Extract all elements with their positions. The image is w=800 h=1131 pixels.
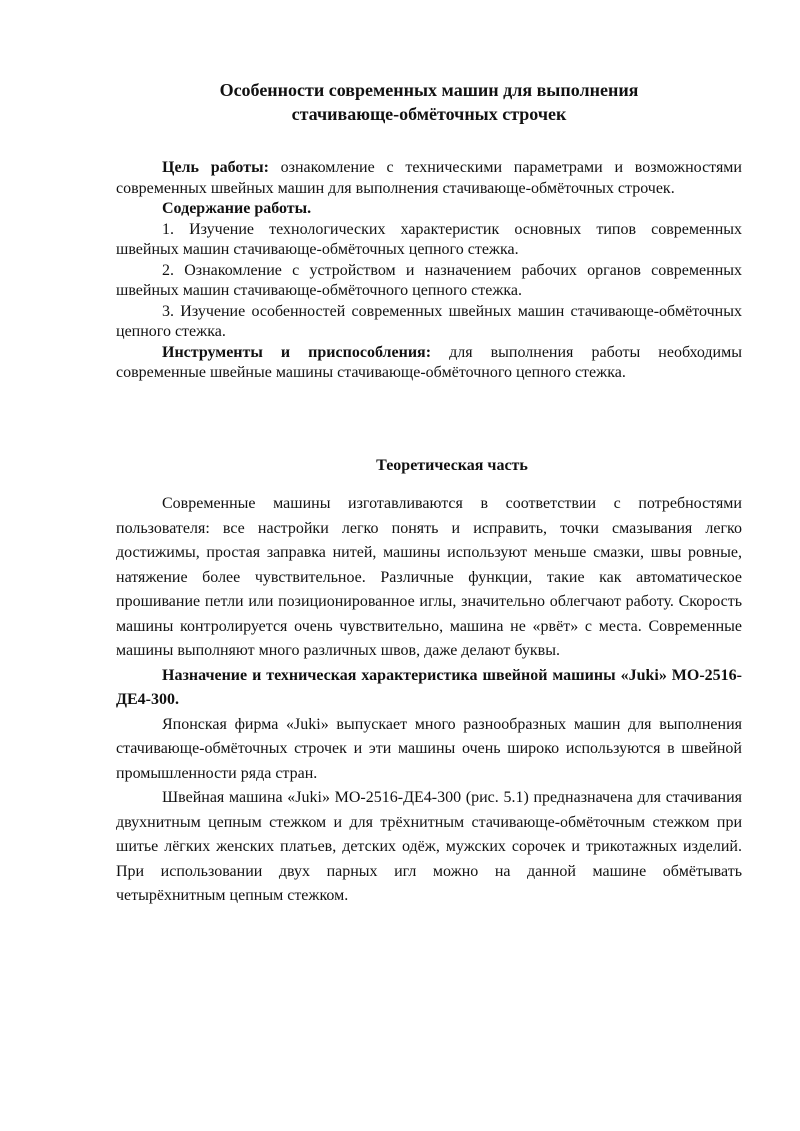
work-overview xyxy=(116,158,742,384)
juki-subheading: Назначение и техническая характеристика швейной машины «Juki» МО-2516-ДЕ4-300. xyxy=(116,666,742,708)
tools-text: для выполнения работы необходимы современные швейные машины стачивающе-обмёточного цепного стежка. xyxy=(116,343,742,381)
goal-text: ознакомление с техническими параметрами и возможностями современных швейных машин для выполнения стачивающе-обмёточных строчек. xyxy=(116,159,742,197)
goal-paragraph xyxy=(116,158,742,199)
theory-section xyxy=(116,492,742,909)
theory-intro: Современные машины изготавливаются в соответствии с потребностями пользователя: все настройки легко понять и исправить, точки смазывания легко достижимы, простая заправка нитей, машины используют меньше смазки, швы ровные, натяжение более чувствительное. Различные функции, такие как автоматическое прошивание петли или позиционированное иглы, значительно облегчают работу. Скорость машины контролируется очень чувствительно, машина не «рвёт» с места. Современные машины выполняют много различных швов, даже делают буквы. xyxy=(116,495,742,659)
tools-label: Инструменты и приспособления: xyxy=(162,343,432,361)
theory-heading: Теоретическая часть xyxy=(376,457,528,474)
contents-item-3: 3. Изучение особенностей современных швейных машин стачивающе-обмёточных цепного стежка. xyxy=(116,302,742,340)
goal-label: Цель работы: xyxy=(162,159,269,176)
tools-paragraph xyxy=(116,343,742,384)
contents-item-2: 2. Ознакомление с устройством и назначением рабочих органов современных швейных машин стачивающе-обмёточного цепного стежка. xyxy=(116,261,742,299)
title-line-2: стачивающе-обмёточных строчек xyxy=(291,104,567,124)
juki-paragraph-1: Японская фирма «Juki» выпускает много разнообразных машин для выполнения стачивающе-обмёточных строчек и эти машины очень широко используются в швейной промышленности ряда стран. xyxy=(116,715,742,782)
juki-paragraph-2: Швейная машина «Juki» МО-2516-ДЕ4-300 (рис. 5.1) предназначена для стачивания двухнитным цепным стежком и для трёхнитным стачивающе-обмёточным стежком при шитье лёгких женских платьев, детских одёж, мужских сорочек и трикотажных изделий. При использовании двух парных игл можно на данной машине обмётывать четырёхнитным цепным стежком. xyxy=(116,789,742,904)
contents-heading: Содержание работы. xyxy=(162,200,312,217)
document-title xyxy=(0,78,800,126)
title-line-1: Особенности современных машин для выполнения xyxy=(219,80,639,100)
contents-item-1: 1. Изучение технологических характеристик основных типов современных швейных машин стачивающе-обмёточных цепного стежка. xyxy=(116,220,742,258)
